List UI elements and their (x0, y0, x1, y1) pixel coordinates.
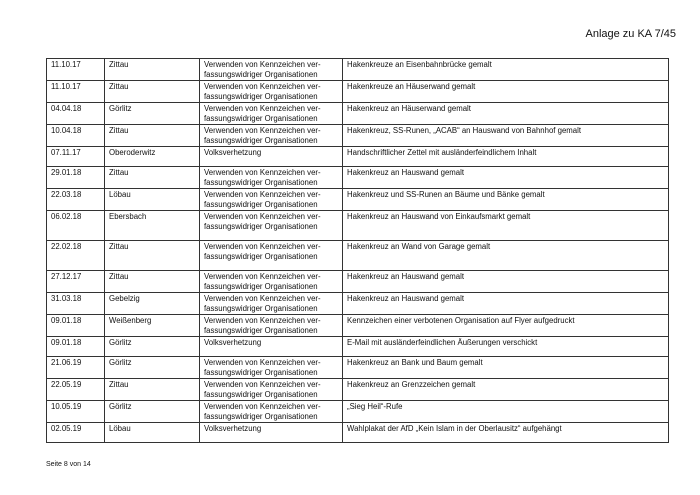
cell-offense: Verwenden von Kennzeichen ver- fassungswidriger Organisationen (200, 81, 343, 103)
cell-place: Zittau (105, 241, 200, 271)
cell-place: Zittau (105, 271, 200, 293)
cell-offense: Verwenden von Kennzeichen ver- fassungswidriger Organisationen (200, 357, 343, 379)
cell-place: Zittau (105, 379, 200, 401)
cell-date: 27.12.17 (47, 271, 105, 293)
cell-description: Hakenkreuz an Hauswand von Einkaufsmarkt gemalt (343, 211, 669, 241)
cell-date: 11.10.17 (47, 81, 105, 103)
table-row (47, 379, 669, 401)
cell-offense: Verwenden von Kennzeichen ver- fassungswidriger Organisationen (200, 59, 343, 81)
cell-description: Hakenkreuz an Hauswand gemalt (343, 271, 669, 293)
cell-description: Hakenkreuz an Bank und Baum gemalt (343, 357, 669, 379)
cell-description: Handschriftlicher Zettel mit ausländerfeindlichem Inhalt (343, 147, 669, 167)
cell-place: Zittau (105, 125, 200, 147)
cell-date: 22.05.19 (47, 379, 105, 401)
cell-description: Kennzeichen einer verbotenen Organisation auf Flyer aufgedruckt (343, 315, 669, 337)
cell-offense: Verwenden von Kennzeichen ver- fassungswidriger Organisationen (200, 379, 343, 401)
cell-offense: Verwenden von Kennzeichen ver- fassungswidriger Organisationen (200, 125, 343, 147)
cell-place: Löbau (105, 189, 200, 211)
cell-description: Hakenkreuz und SS-Runen an Bäume und Bänke gemalt (343, 189, 669, 211)
cell-place: Görlitz (105, 103, 200, 125)
page-header: Anlage zu KA 7/45 (585, 28, 676, 40)
cell-date: 10.04.18 (47, 125, 105, 147)
cell-place: Weißenberg (105, 315, 200, 337)
cell-date: 31.03.18 (47, 293, 105, 315)
cell-offense: Verwenden von Kennzeichen ver- fassungswidriger Organisationen (200, 293, 343, 315)
cell-place: Zittau (105, 81, 200, 103)
cell-offense: Volksverhetzung (200, 337, 343, 357)
cell-place: Löbau (105, 423, 200, 443)
table-row (47, 241, 669, 271)
cell-place: Gebelzig (105, 293, 200, 315)
cell-place: Görlitz (105, 357, 200, 379)
cell-offense: Verwenden von Kennzeichen ver- fassungswidriger Organisationen (200, 167, 343, 189)
table-row (47, 147, 669, 167)
cell-place: Görlitz (105, 401, 200, 423)
cell-offense: Verwenden von Kennzeichen ver- fassungswidriger Organisationen (200, 211, 343, 241)
table-row (47, 211, 669, 241)
cell-place: Ebersbach (105, 211, 200, 241)
cell-description: Hakenkreuz, SS-Runen, „ACAB“ an Hauswand von Bahnhof gemalt (343, 125, 669, 147)
page-footer: Seite 8 von 14 (46, 461, 91, 468)
cell-description: Hakenkreuz an Häuserwand gemalt (343, 103, 669, 125)
cell-offense: Verwenden von Kennzeichen ver- fassungswidriger Organisationen (200, 401, 343, 423)
cell-description: Hakenkreuz an Wand von Garage gemalt (343, 241, 669, 271)
cell-date: 06.02.18 (47, 211, 105, 241)
cell-offense: Verwenden von Kennzeichen ver- fassungswidriger Organisationen (200, 241, 343, 271)
cell-date: 29.01.18 (47, 167, 105, 189)
cell-description: Hakenkreuz an Grenzzeichen gemalt (343, 379, 669, 401)
cell-place: Zittau (105, 167, 200, 189)
cell-offense: Volksverhetzung (200, 147, 343, 167)
table-row (47, 271, 669, 293)
incidents-table (46, 58, 669, 443)
cell-offense: Verwenden von Kennzeichen ver- fassungswidriger Organisationen (200, 189, 343, 211)
cell-place: Görlitz (105, 337, 200, 357)
table-row (47, 167, 669, 189)
cell-description: Hakenkreuz an Hauswand gemalt (343, 167, 669, 189)
table-row (47, 423, 669, 443)
cell-description: Hakenkreuz an Hauswand gemalt (343, 293, 669, 315)
cell-place: Oberoderwitz (105, 147, 200, 167)
table-row (47, 125, 669, 147)
table-row (47, 315, 669, 337)
cell-date: 11.10.17 (47, 59, 105, 81)
cell-date: 22.03.18 (47, 189, 105, 211)
cell-date: 21.06.19 (47, 357, 105, 379)
table-row (47, 189, 669, 211)
cell-place: Zittau (105, 59, 200, 81)
cell-description: E-Mail mit ausländerfeindlichen Äußerungen verschickt (343, 337, 669, 357)
cell-date: 04.04.18 (47, 103, 105, 125)
cell-description: Hakenkreuze an Häuserwand gemalt (343, 81, 669, 103)
cell-date: 02.05.19 (47, 423, 105, 443)
table-row (47, 357, 669, 379)
cell-date: 07.11.17 (47, 147, 105, 167)
table-row (47, 59, 669, 81)
table-row (47, 81, 669, 103)
cell-offense: Verwenden von Kennzeichen ver- fassungswidriger Organisationen (200, 271, 343, 293)
cell-date: 09.01.18 (47, 337, 105, 357)
table-row (47, 337, 669, 357)
cell-description: Wahlplakat der AfD „Kein Islam in der Oberlausitz“ aufgehängt (343, 423, 669, 443)
cell-date: 09.01.18 (47, 315, 105, 337)
table-row (47, 103, 669, 125)
cell-offense: Volksverhetzung (200, 423, 343, 443)
cell-date: 10.05.19 (47, 401, 105, 423)
table-row (47, 293, 669, 315)
cell-offense: Verwenden von Kennzeichen ver- fassungswidriger Organisationen (200, 103, 343, 125)
cell-offense: Verwenden von Kennzeichen ver- fassungswidriger Organisationen (200, 315, 343, 337)
cell-description: „Sieg Heil“-Rufe (343, 401, 669, 423)
table-row (47, 401, 669, 423)
cell-date: 22.02.18 (47, 241, 105, 271)
cell-description: Hakenkreuze an Eisenbahnbrücke gemalt (343, 59, 669, 81)
